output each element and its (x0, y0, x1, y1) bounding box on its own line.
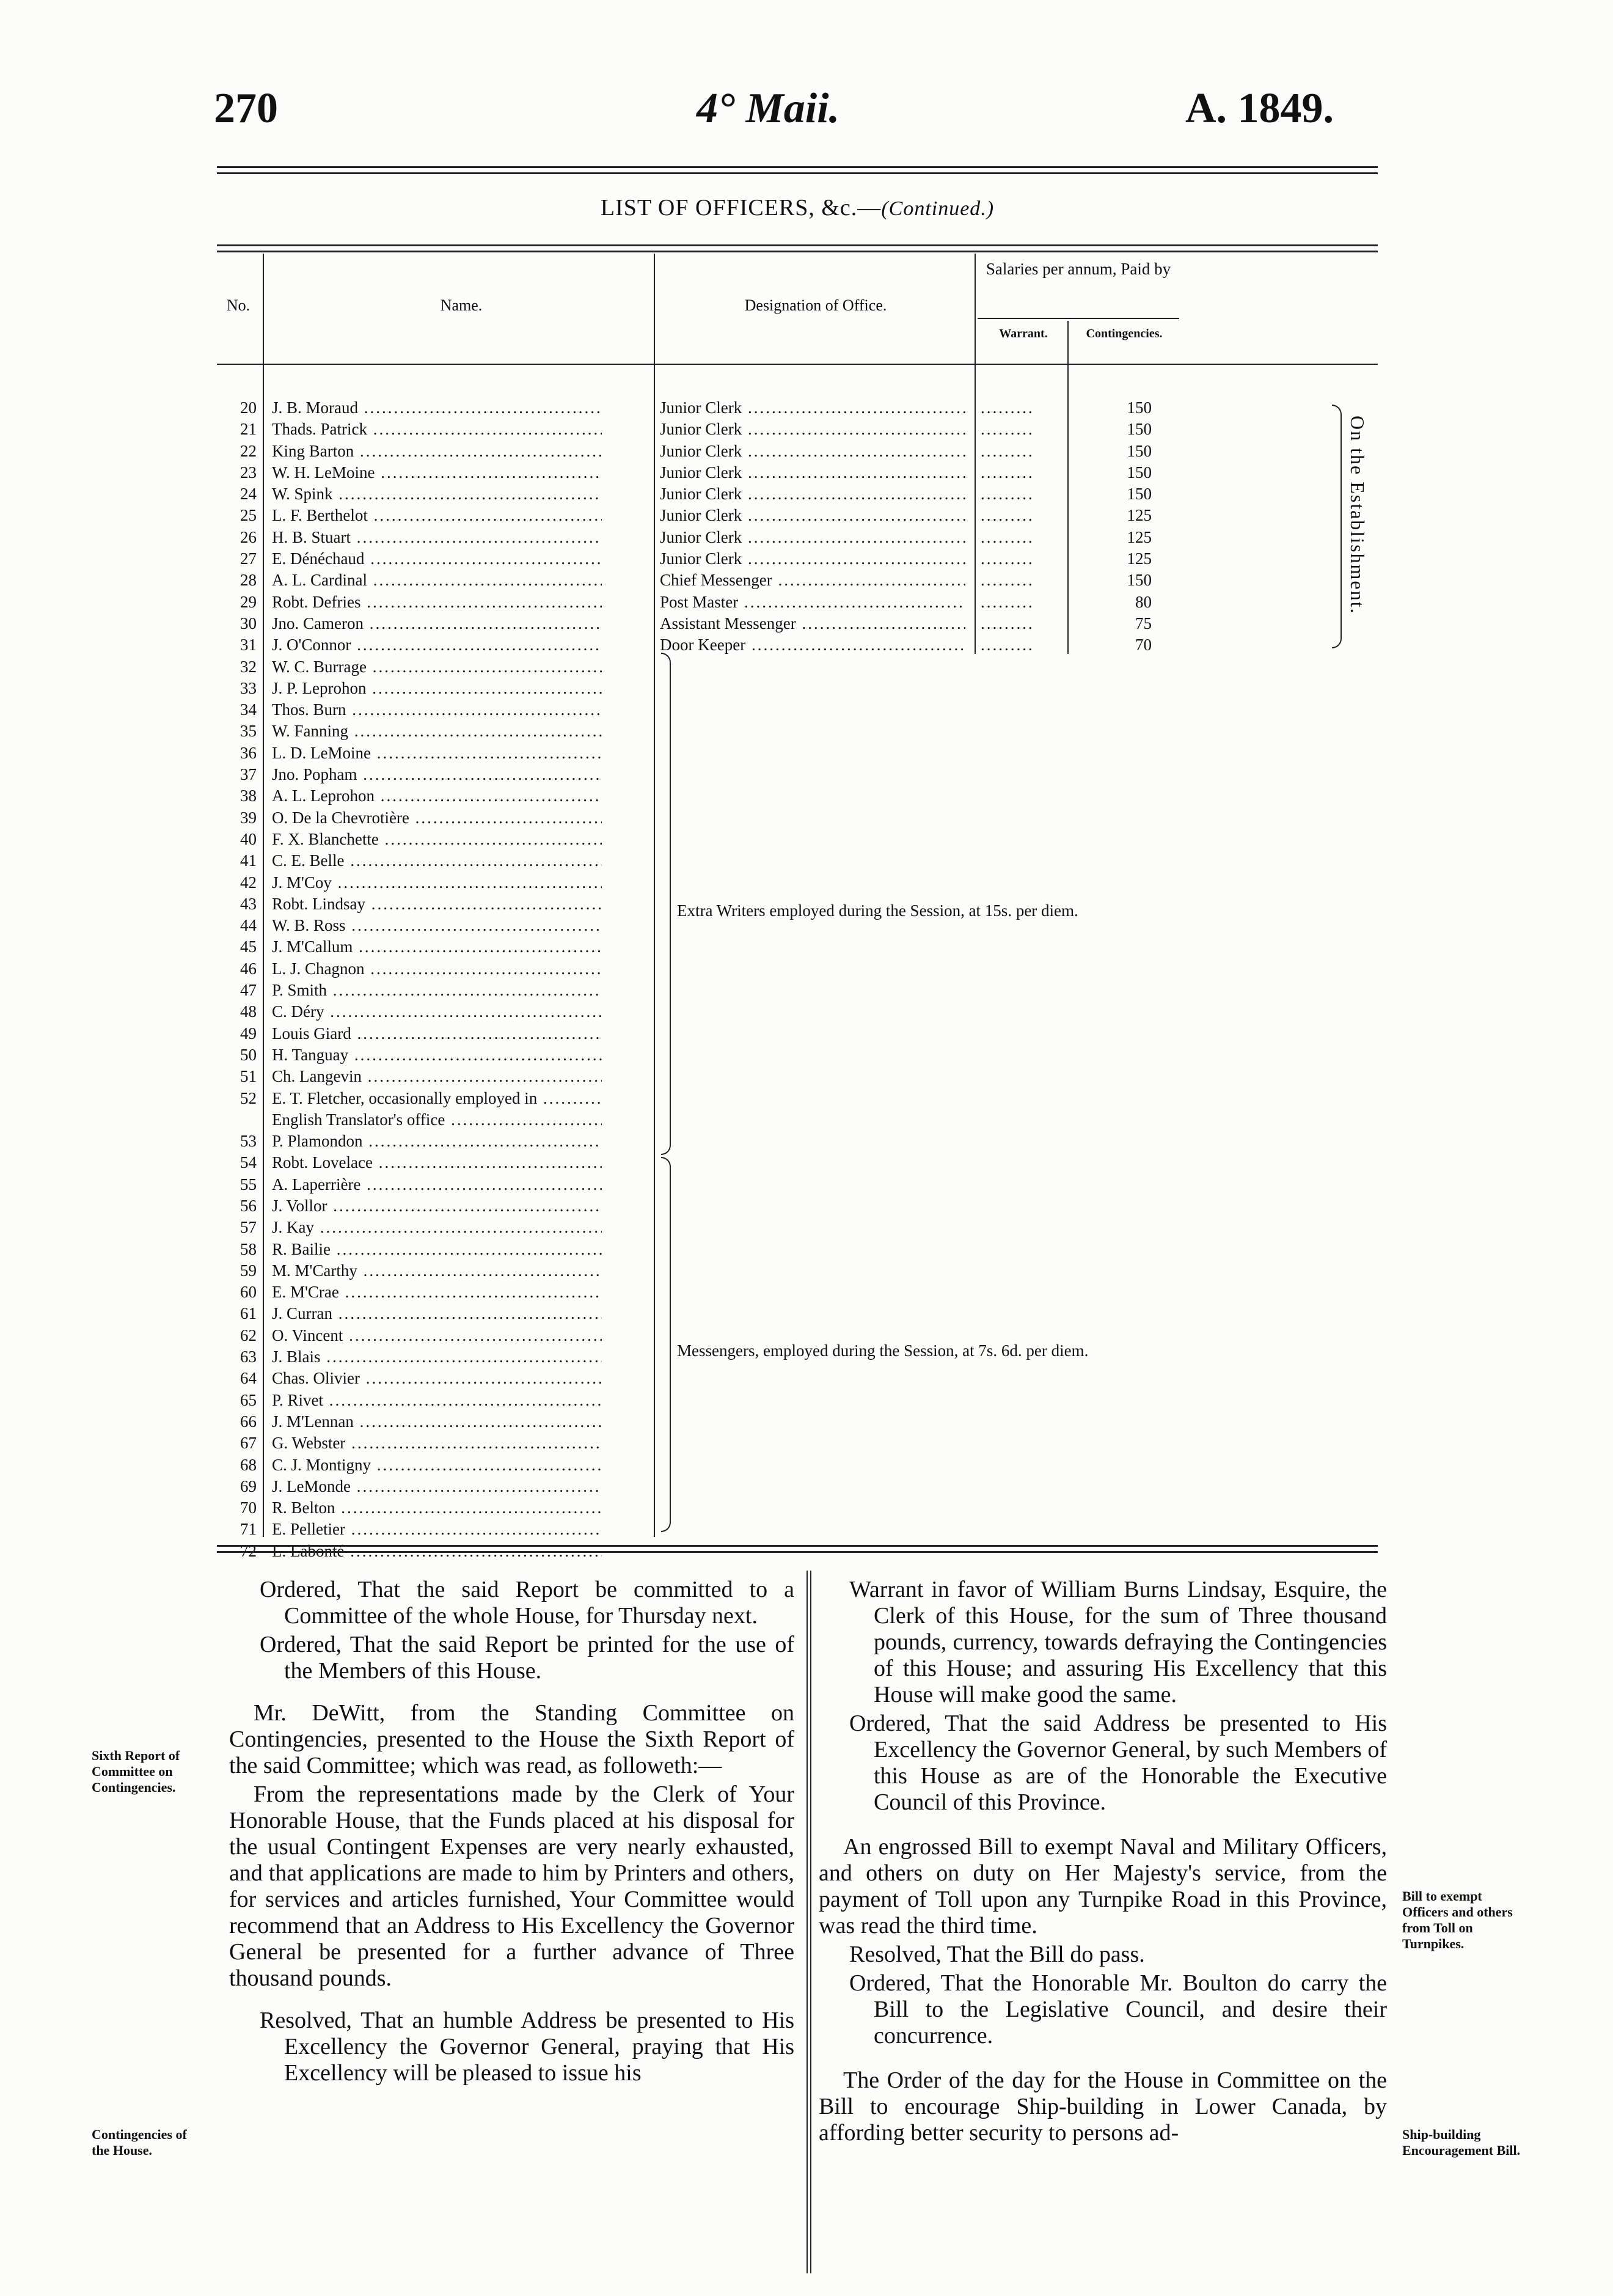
row-designation: Junior Clerk ..... (660, 441, 965, 462)
row-number: 47 (240, 981, 257, 1000)
row-name: Thads. Patrick ..... (272, 419, 602, 440)
table-row (217, 958, 1378, 980)
row-number: 39 (240, 808, 257, 827)
row-number: 49 (240, 1024, 257, 1043)
column-rule-2 (810, 1571, 811, 2273)
row-designation: Junior Clerk ..... (660, 548, 965, 570)
row-name: J. M'Lennan ..... (272, 1411, 602, 1432)
row-number: 21 (240, 420, 257, 439)
row-contingencies: 125 (1127, 549, 1152, 568)
establishment-brace (1332, 405, 1342, 648)
row-name: P. Smith ..... (272, 980, 602, 1001)
row-designation: Junior Clerk ..... (660, 419, 965, 440)
row-name: E. M'Crae ..... (272, 1282, 602, 1303)
row-contingencies: 80 (1135, 592, 1152, 611)
table-row (217, 721, 1378, 742)
row-designation: Door Keeper ..... (660, 634, 965, 656)
row-number: 71 (240, 1520, 257, 1539)
col-warrant-header: Warrant. (999, 327, 1048, 340)
table-row (217, 872, 1378, 893)
column-rule-1 (806, 1571, 808, 2273)
row-name: W. B. Ross ..... (272, 915, 602, 936)
row-name: J. O'Connor ..... (272, 634, 602, 656)
row-number: 57 (240, 1218, 257, 1237)
table-bottom-rule-2 (217, 1551, 1378, 1553)
table-row (217, 483, 1378, 505)
right-p1: Warrant in favor of William Burns Lindsay, Esquire, the Clerk of this House, for the sum of Three thousand pounds, currency, towards defraying the Contingencies of this House; and assuring His Excellency that this House will make good the same. (849, 1577, 1387, 1707)
row-number: 28 (240, 571, 257, 590)
row-number: 61 (240, 1304, 257, 1323)
row-name: J. LeMonde ..... (272, 1476, 602, 1497)
row-name: Robt. Defries ..... (272, 592, 602, 613)
table-row (217, 699, 1378, 721)
table-row (217, 419, 1378, 440)
row-number: 46 (240, 959, 257, 978)
table-row (217, 850, 1378, 871)
row-name: F. X. Blanchette ..... (272, 829, 602, 850)
row-name: W. Spink ..... (272, 483, 602, 505)
row-number: 67 (240, 1434, 257, 1453)
row-warrant: ......... (981, 614, 1034, 633)
margin-note-bill-exempt: Bill to exempt Officers and others from Toll on Turnpikes. (1402, 1888, 1513, 1951)
salaries-subrule (978, 318, 1179, 319)
row-number: 68 (240, 1455, 257, 1474)
left-p1: Ordered, That the said Report be committed to a Committee of the whole House, for Thursday next. (260, 1577, 794, 1629)
row-name: J. Kay ..... (272, 1217, 602, 1238)
row-number: 56 (240, 1196, 257, 1215)
table-row (217, 1432, 1378, 1454)
table-row (217, 1217, 1378, 1238)
row-name: P. Plamondon ..... (272, 1131, 602, 1152)
row-number: 34 (240, 700, 257, 719)
col-designation-header: Designation of Office. (744, 296, 887, 314)
table-row (217, 1497, 1378, 1519)
table-row (217, 1303, 1378, 1324)
row-designation: Junior Clerk ..... (660, 505, 965, 526)
margin-note-ship-building: Ship-building Encouragement Bill. (1402, 2127, 1521, 2158)
row-name: R. Belton ..... (272, 1497, 602, 1519)
row-name: J. Curran ..... (272, 1303, 602, 1324)
table-row (217, 1195, 1378, 1217)
table-row (217, 1023, 1378, 1044)
row-number: 31 (240, 636, 257, 655)
table-row (217, 980, 1378, 1001)
row-warrant: ......... (981, 527, 1034, 546)
header-rule-1 (217, 166, 1378, 168)
header-bottom-rule (217, 364, 1378, 365)
row-name: Thos. Burn ..... (272, 699, 602, 721)
table-row (217, 1368, 1378, 1389)
row-number: 70 (240, 1498, 257, 1517)
table-row (217, 441, 1378, 462)
table-row (217, 1109, 1378, 1131)
table-row (217, 936, 1378, 958)
row-contingencies: 150 (1127, 420, 1152, 439)
table-row (217, 785, 1378, 807)
table-row (217, 678, 1378, 699)
row-designation: Junior Clerk ..... (660, 527, 965, 548)
row-name: L. D. LeMoine ..... (272, 743, 602, 764)
row-name: C. J. Montigny ..... (272, 1454, 602, 1476)
row-contingencies: 150 (1127, 463, 1152, 482)
row-number: 58 (240, 1239, 257, 1258)
row-name: E. T. Fletcher, occasionally employed in ..... (272, 1088, 602, 1109)
row-contingencies: 150 (1127, 398, 1152, 417)
row-contingencies: 75 (1135, 614, 1152, 633)
row-contingencies: 125 (1127, 527, 1152, 546)
row-name: A. L. Cardinal ..... (272, 570, 602, 591)
table-body (217, 397, 1378, 1562)
row-warrant: ......... (981, 636, 1034, 655)
left-p3: Mr. DeWitt, from the Standing Committee on Contingencies, presented to the House the Sixth Report of the said Committee; which was read, as followeth:— (229, 1700, 794, 1778)
row-name: W. Fanning ..... (272, 721, 602, 742)
row-number: 33 (240, 678, 257, 697)
row-name: O. De la Chevrotière ..... (272, 807, 602, 829)
row-number: 72 (240, 1541, 257, 1560)
row-name: L. Labonté ..... (272, 1541, 602, 1562)
row-number: 32 (240, 657, 257, 676)
row-number: 20 (240, 398, 257, 417)
table-row (217, 462, 1378, 483)
row-number: 64 (240, 1369, 257, 1388)
row-name: E. Pelletier ..... (272, 1519, 602, 1540)
row-name: J. M'Coy ..... (272, 872, 602, 893)
row-number: 69 (240, 1476, 257, 1495)
row-contingencies: 125 (1127, 506, 1152, 525)
row-contingencies: 150 (1127, 485, 1152, 504)
row-name: M. M'Carthy ..... (272, 1260, 602, 1282)
table-row (217, 1044, 1378, 1066)
right-p5: Ordered, That the Honorable Mr. Boulton do carry the Bill to the Legislative Council, and desire their concurrence. (849, 1970, 1387, 2048)
row-number: 50 (240, 1045, 257, 1064)
row-name: H. B. Stuart ..... (272, 527, 602, 548)
margin-note-contingencies: Contingencies of the House. (92, 2127, 187, 2158)
row-warrant: ......... (981, 549, 1034, 568)
table-row (217, 527, 1378, 548)
row-name: Jno. Popham ..... (272, 764, 602, 785)
row-name: L. J. Chagnon ..... (272, 958, 602, 980)
table-header (217, 248, 1378, 370)
table-row (217, 1174, 1378, 1195)
header-rule-2 (217, 172, 1378, 174)
row-name: A. L. Leprohon ..... (272, 785, 602, 807)
left-p2: Ordered, That the said Report be printed for the use of the Members of this House. (260, 1632, 794, 1684)
left-p5: Resolved, That an humble Address be presented to His Excellency the Governor General, praying that His Excellency will be pleased to issue his (260, 2008, 794, 2086)
row-number: 54 (240, 1153, 257, 1172)
row-number: 37 (240, 765, 257, 784)
table-row (217, 1066, 1378, 1087)
messengers-brace (661, 1157, 671, 1532)
row-designation: Assistant Messenger ..... (660, 613, 965, 634)
right-p2: Ordered, That the said Address be presented to His Excellency the Governor General, by such Members of this House as are of the Honorable the Executive Council of this Province. (849, 1711, 1387, 1815)
establishment-label: On the Establishment. (1347, 416, 1369, 615)
row-name: Ch. Langevin ..... (272, 1066, 602, 1087)
row-number: 42 (240, 873, 257, 892)
col-contingencies-header: Contingencies. (1086, 327, 1163, 340)
row-name: E. Dénéchaud ..... (272, 548, 602, 570)
row-number: 27 (240, 549, 257, 568)
row-designation: Junior Clerk ..... (660, 462, 965, 483)
row-name: English Translator's office ..... (272, 1109, 602, 1131)
left-text-column (229, 1577, 794, 2089)
row-contingencies: 150 (1127, 571, 1152, 590)
right-p3: An engrossed Bill to exempt Naval and Military Officers, and others on duty on Her Majesty's service, from the payment of Toll upon any Turnpike Road in this Province, was read the third time. (819, 1834, 1387, 1938)
row-number: 65 (240, 1390, 257, 1409)
row-name: J. Blais ..... (272, 1346, 602, 1368)
row-name: Jno. Cameron ..... (272, 613, 602, 634)
row-name: O. Vincent ..... (272, 1325, 602, 1346)
row-contingencies: 150 (1127, 441, 1152, 460)
table-row (217, 1088, 1378, 1109)
row-name: R. Bailie ..... (272, 1239, 602, 1260)
row-number: 45 (240, 937, 257, 956)
table-row (217, 829, 1378, 850)
row-warrant: ......... (981, 441, 1034, 460)
row-number: 24 (240, 485, 257, 504)
table-row (217, 1282, 1378, 1303)
row-name: J. M'Callum ..... (272, 936, 602, 958)
right-p6: The Order of the day for the House in Committee on the Bill to encourage Ship-building in Lower Canada, by affording better security to persons ad- (819, 2067, 1387, 2146)
table-row (217, 1260, 1378, 1282)
table-row (217, 807, 1378, 829)
row-name: J. Vollor ..... (272, 1195, 602, 1217)
row-number: 41 (240, 851, 257, 870)
row-number: 40 (240, 829, 257, 848)
table-row (217, 570, 1378, 591)
row-number: 66 (240, 1412, 257, 1431)
table-title-suffix: (Continued.) (881, 197, 995, 220)
table-row (217, 1411, 1378, 1432)
table-title-text: LIST OF OFFICERS, &c.— (600, 195, 882, 221)
table-row (217, 1152, 1378, 1173)
row-name: W. C. Burrage ..... (272, 656, 602, 678)
row-name: C. Déry ..... (272, 1001, 602, 1022)
row-name: Louis Giard ..... (272, 1023, 602, 1044)
table-row (217, 634, 1378, 656)
row-contingencies: 70 (1135, 636, 1152, 655)
table-row (217, 1239, 1378, 1260)
row-number: 44 (240, 916, 257, 935)
table-row (217, 1001, 1378, 1022)
row-number: 53 (240, 1132, 257, 1151)
table-top-rule-1 (217, 244, 1378, 246)
row-number: 36 (240, 743, 257, 762)
row-warrant: ......... (981, 398, 1034, 417)
row-name: G. Webster ..... (272, 1432, 602, 1454)
row-name: Robt. Lindsay ..... (272, 893, 602, 915)
row-number: 48 (240, 1002, 257, 1021)
row-designation: Junior Clerk ..... (660, 483, 965, 505)
row-number: 52 (240, 1088, 257, 1107)
row-number: 55 (240, 1175, 257, 1194)
row-warrant: ......... (981, 506, 1034, 525)
row-number: 35 (240, 722, 257, 741)
table-title (217, 194, 1378, 221)
row-number: 63 (240, 1348, 257, 1366)
table-row (217, 1454, 1378, 1476)
row-number: 62 (240, 1326, 257, 1344)
table-row (217, 1519, 1378, 1540)
row-warrant: ......... (981, 463, 1034, 482)
table-row (217, 764, 1378, 785)
row-number: 60 (240, 1283, 257, 1302)
col-no-header: No. (226, 296, 251, 314)
row-name: A. Laperrière ..... (272, 1174, 602, 1195)
margin-note-sixth-report: Sixth Report of Committee on Contingencies. (92, 1748, 180, 1795)
table-row (217, 1131, 1378, 1152)
table-row (217, 1476, 1378, 1497)
row-name: L. F. Berthelot ..... (272, 505, 602, 526)
row-number: 25 (240, 506, 257, 525)
table-bottom-rule-1 (217, 1545, 1378, 1547)
row-number: 22 (240, 441, 257, 460)
table-row (217, 1390, 1378, 1411)
row-number: 30 (240, 614, 257, 633)
table-row (217, 743, 1378, 764)
row-warrant: ......... (981, 420, 1034, 439)
row-name: C. E. Belle ..... (272, 850, 602, 871)
row-number: 43 (240, 894, 257, 913)
table-row (217, 613, 1378, 634)
col-salaries-header: Salaries per annum, Paid by (986, 260, 1171, 278)
page-date: 4° Maii. (697, 85, 840, 132)
page-number: 270 (214, 85, 278, 132)
row-number: 29 (240, 592, 257, 611)
row-designation: Chief Messenger ..... (660, 570, 965, 591)
col-name-header: Name. (440, 296, 483, 314)
row-warrant: ......... (981, 571, 1034, 590)
row-number: 26 (240, 527, 257, 546)
table-row (217, 548, 1378, 570)
right-text-column (819, 1577, 1387, 2149)
row-name: J. P. Leprohon ..... (272, 678, 602, 699)
messengers-label: Messengers, employed during the Session, at 7s. 6d. per diem. (677, 1341, 1089, 1360)
page-year: A. 1849. (1185, 85, 1334, 132)
row-name: Chas. Olivier ..... (272, 1368, 602, 1389)
row-name: H. Tanguay ..... (272, 1044, 602, 1066)
row-name: W. H. LeMoine ..... (272, 462, 602, 483)
extra-writers-label: Extra Writers employed during the Session, at 15s. per diem. (677, 901, 1078, 920)
row-name: Robt. Lovelace ..... (272, 1152, 602, 1173)
extra-writers-brace (661, 653, 671, 1155)
table-row (217, 656, 1378, 678)
table-row (217, 592, 1378, 613)
right-p4: Resolved, That the Bill do pass. (849, 1942, 1145, 1967)
row-number: 23 (240, 463, 257, 482)
row-number: 51 (240, 1067, 257, 1086)
row-number: 38 (240, 787, 257, 805)
row-designation: Junior Clerk ..... (660, 397, 965, 419)
row-warrant: ......... (981, 485, 1034, 504)
row-name: J. B. Moraud ..... (272, 397, 602, 419)
left-p4: From the representations made by the Clerk of Your Honorable House, that the Funds placed at his disposal for the usual Contingent Expenses are very nearly exhausted, and that applications are made to him by Printers and others, for services and articles furnished, Your Committee would recommend that an Address to His Excellency the Governor General be presented for a further advance of Three thousand pounds. (229, 1781, 794, 1991)
row-name: King Barton ..... (272, 441, 602, 462)
table-row (217, 397, 1378, 419)
table-row (217, 505, 1378, 526)
row-name: P. Rivet ..... (272, 1390, 602, 1411)
row-designation: Post Master ..... (660, 592, 965, 613)
row-warrant: ......... (981, 592, 1034, 611)
row-number: 59 (240, 1261, 257, 1280)
